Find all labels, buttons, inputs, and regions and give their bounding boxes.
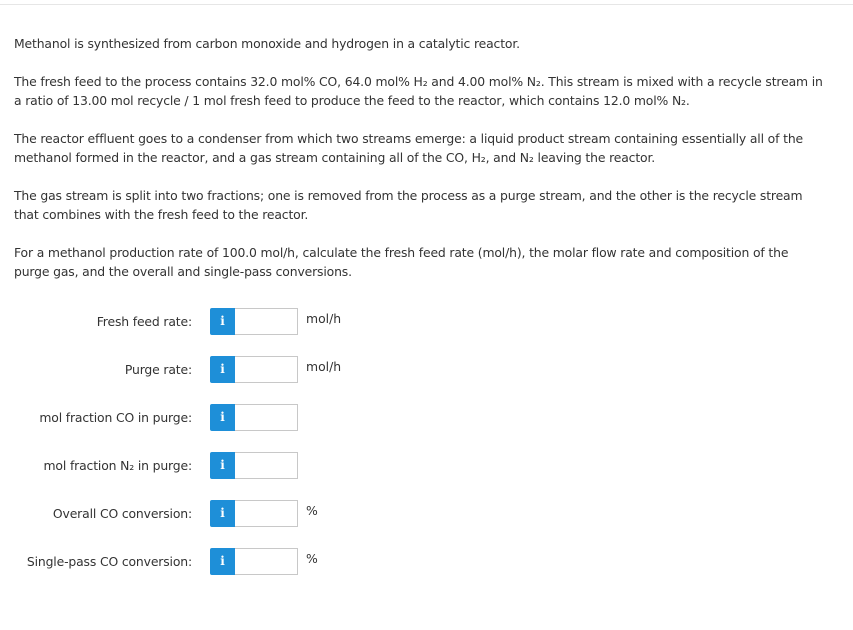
unit-label: mol/h — [306, 359, 342, 374]
info-icon[interactable]: i — [210, 548, 235, 575]
problem-statement — [14, 34, 840, 300]
answer-label: mol fraction N₂ in purge: — [43, 458, 192, 473]
problem-text: methanol formed in the reactor, and a gas stream containing all of the CO, H₂, and N₂ leaving the reactor. — [14, 150, 656, 165]
answer-row-n2-fraction — [0, 451, 400, 480]
answer-row-purge-rate — [0, 355, 400, 384]
overall-conversion-input[interactable] — [235, 500, 298, 527]
problem-paragraph-1 — [14, 34, 840, 53]
answer-label: Purge rate: — [124, 362, 192, 377]
co-fraction-input[interactable] — [235, 404, 298, 431]
answer-label: Fresh feed rate: — [96, 314, 192, 329]
answer-row-fresh-feed — [0, 307, 400, 336]
problem-text: a ratio of 13.00 mol recycle / 1 mol fresh feed to produce the feed to the reactor, which contains 12.0 mol% N₂. — [14, 93, 690, 108]
single-pass-conversion-input[interactable] — [235, 548, 298, 575]
problem-paragraph-4 — [14, 186, 840, 224]
problem-text: Methanol is synthesized from carbon monoxide and hydrogen in a catalytic reactor. — [14, 36, 520, 51]
answer-row-co-fraction — [0, 403, 400, 432]
info-icon[interactable]: i — [210, 308, 235, 335]
problem-text: that combines with the fresh feed to the reactor. — [14, 207, 309, 222]
unit-label: mol/h — [306, 311, 342, 326]
purge-rate-input[interactable] — [235, 356, 298, 383]
info-icon[interactable]: i — [210, 404, 235, 431]
problem-text: The reactor effluent goes to a condenser from which two streams emerge: a liquid product stream containing essentially all of the — [14, 131, 803, 146]
info-icon[interactable]: i — [210, 500, 235, 527]
info-icon[interactable]: i — [210, 356, 235, 383]
answer-label: Overall CO conversion: — [52, 506, 192, 521]
fresh-feed-rate-input[interactable] — [235, 308, 298, 335]
problem-paragraph-5 — [14, 243, 840, 281]
problem-text: The gas stream is split into two fractions; one is removed from the process as a purge stream, and the other is the recycle stream — [14, 188, 803, 203]
problem-text: For a methanol production rate of 100.0 mol/h, calculate the fresh feed rate (mol/h), the molar flow rate and composition of the — [14, 245, 789, 260]
answer-row-overall-conversion — [0, 499, 400, 528]
n2-fraction-input[interactable] — [235, 452, 298, 479]
top-divider — [0, 4, 853, 5]
answer-row-single-pass-conversion — [0, 547, 400, 576]
problem-text: purge gas, and the overall and single-pass conversions. — [14, 264, 352, 279]
problem-text: The fresh feed to the process contains 32.0 mol% CO, 64.0 mol% H₂ and 4.00 mol% N₂. This stream is mixed with a recycle stream in — [14, 74, 823, 89]
answer-label: Single-pass CO conversion: — [26, 554, 192, 569]
info-icon[interactable]: i — [210, 452, 235, 479]
answer-label: mol fraction CO in purge: — [39, 410, 192, 425]
unit-label: % — [306, 503, 318, 518]
problem-paragraph-2 — [14, 72, 840, 110]
unit-label: % — [306, 551, 318, 566]
problem-paragraph-3 — [14, 129, 840, 167]
